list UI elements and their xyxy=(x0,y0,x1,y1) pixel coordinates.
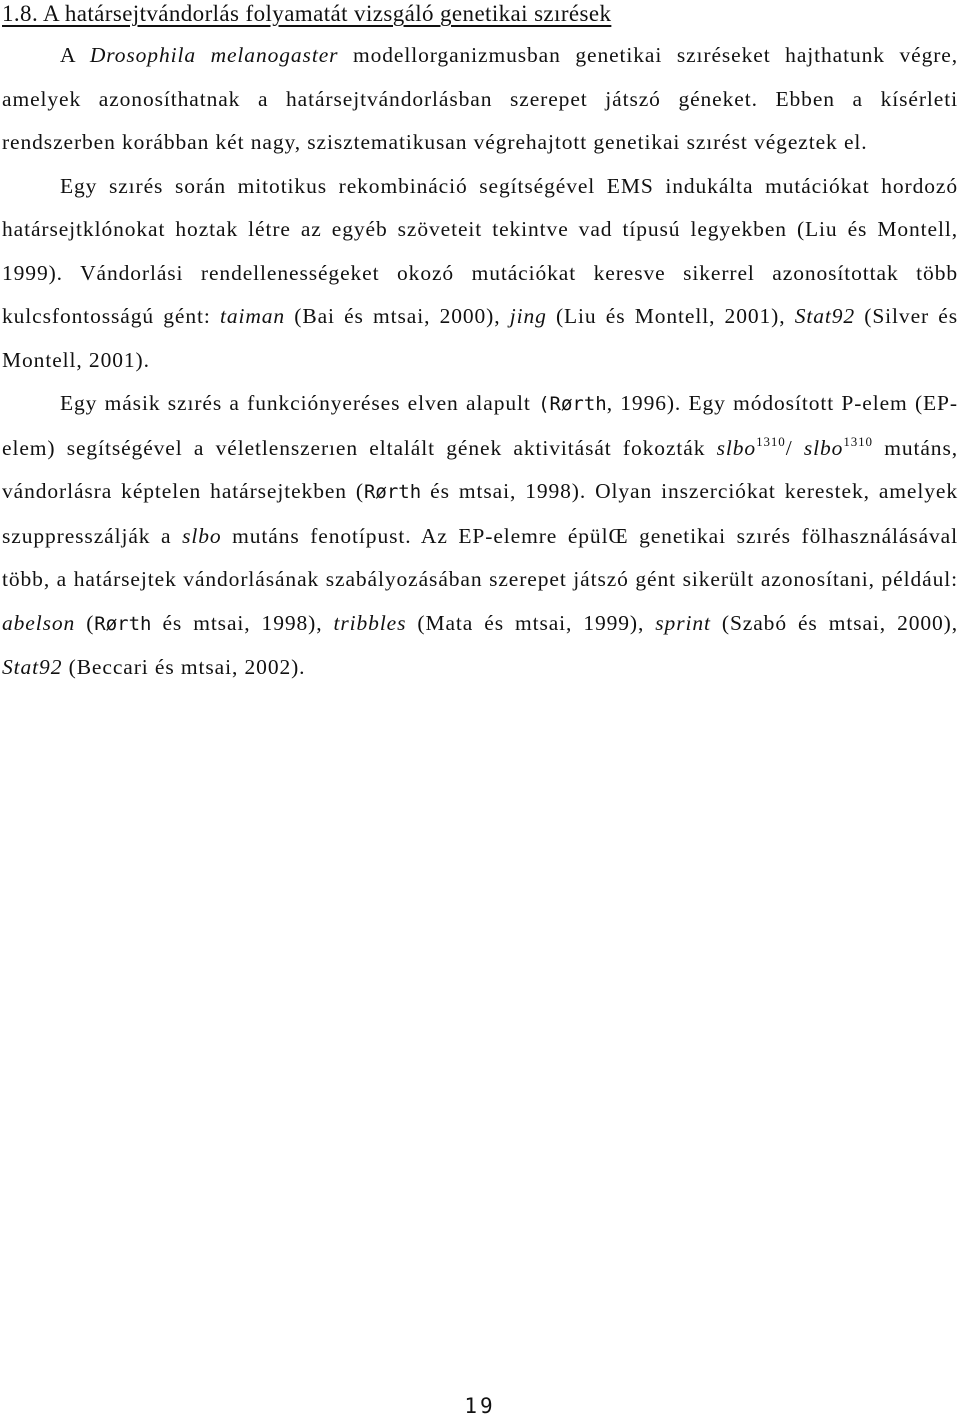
text-run: mutáns, vándorlásra képtelen határsejtekben ( xyxy=(2,435,958,503)
paragraph-intro xyxy=(2,34,958,165)
gene-name-slbo: slbo xyxy=(182,523,222,548)
text-run: A xyxy=(60,43,90,67)
text-run: ( xyxy=(75,610,95,635)
text-run: modellorganizmusban genetikai szıréseket hajthatunk végre, amelyek azonosíthatnak a határsejtvándorlásban szerepet játszó géneket. Ebben a kísérleti rendszerben korábban két nagy, szisztematikusan végrehajtott genetikai szırést végeztek el. xyxy=(2,43,959,154)
text-run: (Silver és Montell, 2001). xyxy=(2,304,958,372)
allele-name-slbo: slbo xyxy=(803,435,844,460)
text-run: mutáns fenotípust. Az EP-elemre épülŒ genetikai szırés fölhasználásával több, a határsejtek vándorlásának szabályozásában szerepet játszó gént sikerült azonosítani, például: xyxy=(2,523,958,591)
text-run: Egy szırés során mitotikus rekombináció segítségével EMS indukálta mutációkat hordozó határsejtklónokat hoztak létre az egyéb szöveteit tekintve vad típusú legyekben (Liu és Montell, 1999). Vándorlási rendellenességeket okozó mutációkat keresve sikerrel azonosítottak több kulcsfontosságú gént: xyxy=(2,173,958,328)
paragraph-mitotic-screen xyxy=(2,165,958,383)
gene-name-abelson: abelson xyxy=(2,610,76,635)
text-run: (Mata és mtsai, 1999), xyxy=(406,610,656,635)
text-run: Egy másik szırés a funkciónyeréses elven alapult xyxy=(60,391,539,415)
paragraph-gain-of-function-screen xyxy=(2,382,958,690)
gene-name-taiman: taiman xyxy=(219,304,286,328)
author-name-rorth: Rørth xyxy=(363,481,422,503)
author-name-rorth: Rørth xyxy=(94,612,152,635)
section-heading: 1.8. A határsejtvándorlás folyamatát vizsgáló genetikai szırések xyxy=(2,1,612,26)
text-run: (Szabó és mtsai, 2000), xyxy=(710,610,959,635)
text-run: és mtsai, 1998), xyxy=(151,610,334,635)
text-run: (Liu és Montell, 2001), xyxy=(546,304,795,328)
allele-superscript: 1310 xyxy=(843,433,873,449)
text-run: (Bai és mtsai, 2000), xyxy=(285,304,510,328)
gene-name-tribbles: tribbles xyxy=(333,610,407,635)
page-number: 19 xyxy=(464,1394,496,1418)
allele-superscript: 1310 xyxy=(756,433,786,449)
species-name: Drosophila melanogaster xyxy=(89,43,339,67)
gene-name-stat92: Stat92 xyxy=(2,655,63,679)
text-run: és mtsai, 1998). Olyan inszerciókat kerestek, amelyek szuppresszálják a xyxy=(2,479,958,548)
gene-name-stat92: Stat92 xyxy=(794,304,856,328)
text-run: / xyxy=(785,435,804,460)
gene-name-jing: jing xyxy=(509,304,547,328)
body-text xyxy=(2,34,958,690)
text-run: , 1996). Egy módosított P-elem (EP-elem) segítségével a véletlenszerıen eltalált gének aktivitását fokozták xyxy=(2,391,958,460)
allele-name-slbo: slbo xyxy=(716,435,757,460)
author-name-rorth: (Rørth xyxy=(538,393,607,415)
gene-name-sprint: sprint xyxy=(655,610,711,635)
text-run: (Beccari és mtsai, 2002). xyxy=(62,655,306,679)
